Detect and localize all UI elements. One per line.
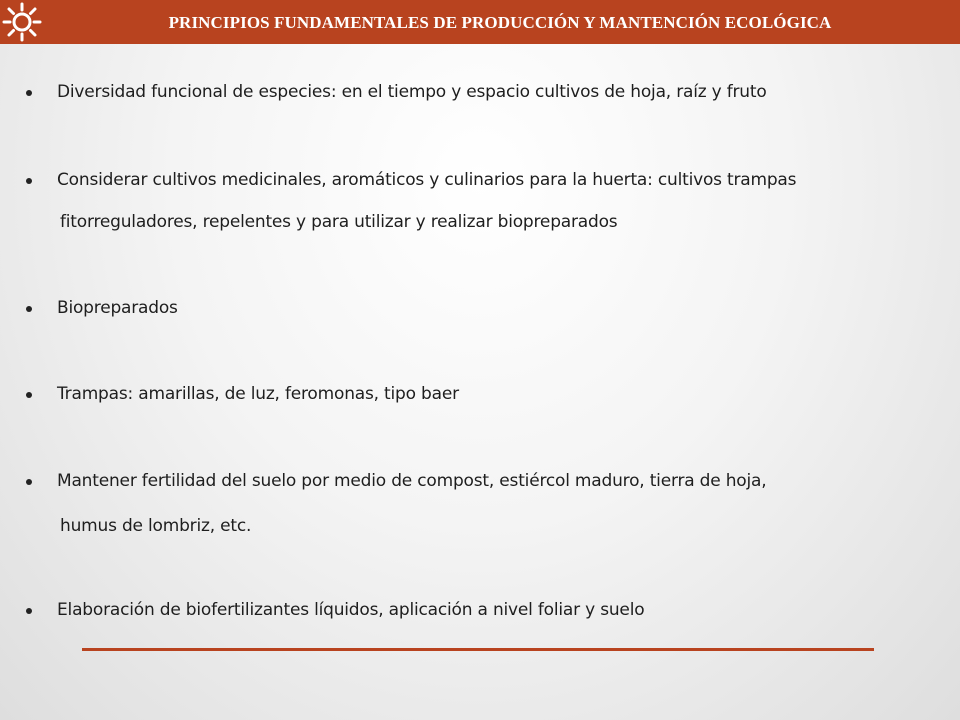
bullet-text: Considerar cultivos medicinales, aromáticos y culinarios para la huerta: cultivos trampas (57, 170, 797, 190)
bullet-text-continuation: humus de lombriz, etc. (60, 516, 252, 536)
bullet-marker (26, 479, 32, 485)
bullet-marker (26, 178, 32, 184)
bullet-text: Elaboración de biofertilizantes líquidos, aplicación a nivel foliar y suelo (57, 600, 645, 620)
bullet-marker (26, 306, 32, 312)
bullet-text: Mantener fertilidad del suelo por medio de compost, estiércol maduro, tierra de hoja, (57, 471, 767, 491)
bullet-marker (26, 90, 32, 96)
bullet-marker (26, 608, 32, 614)
bullet-text: Trampas: amarillas, de luz, feromonas, tipo baer (57, 384, 459, 404)
bullet-text: Biopreparados (57, 298, 178, 318)
bullet-marker (26, 392, 32, 398)
bullet-text: Diversidad funcional de especies: en el tiempo y espacio cultivos de hoja, raíz y fruto (57, 82, 767, 102)
page-title: PRINCIPIOS FUNDAMENTALES DE PRODUCCIÓN Y MANTENCIÓN ECOLÓGICA (168, 13, 832, 32)
divider (82, 648, 874, 651)
bullet-text-continuation: fitorreguladores, repelentes y para utilizar y realizar biopreparados (60, 212, 618, 232)
